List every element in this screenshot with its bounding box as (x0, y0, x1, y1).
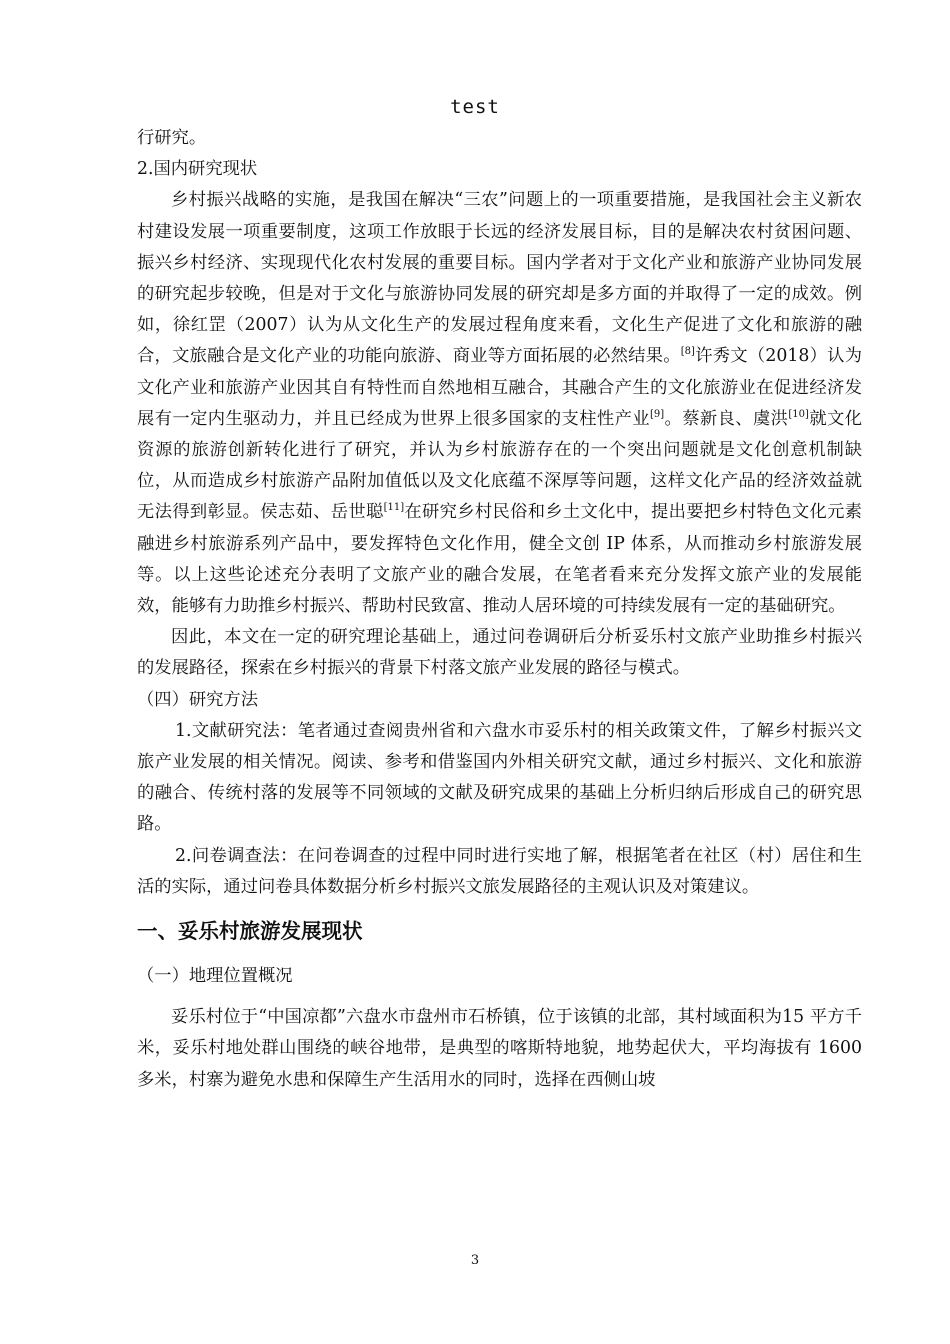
page-body (137, 123, 862, 1096)
paragraph-text: 。蔡新良、虞洪 (664, 408, 789, 429)
paragraph-text: 许秀文（2018）认为文化产业和旅游产业因其自有特性而自然地相互融合，其融合产生的文化旅游业在促进经济发展有一定内生驱动力，并且已经成为世界上很多国家的支柱性产业 (137, 346, 862, 429)
continued-paragraph: 行研究。 (137, 128, 207, 148)
paragraph-therefore: 因此，本文在一定的研究理论基础上，通过问卷调研后分析妥乐村文旅产业助推乡村振兴的发展路径，探索在乡村振兴的背景下村落文旅产业发展的路径与模式。 (137, 627, 862, 679)
subsection-title-geography: （一）地理位置概况 (137, 966, 293, 987)
paragraph-questionnaire-method: 2.问卷调查法：在问卷调查的过程中同时进行实地了解，根据笔者在社区（村）居住和生活的实际，通过问卷具体数据分析乡村振兴文旅发展路径的主观认识及对策建议。 (137, 845, 862, 897)
section-title-domestic-research: 2.国内研究现状 (137, 159, 258, 180)
citation-8: [8] (680, 346, 695, 358)
paragraph-literature-method: 1.文献研究法：笔者通过查阅贵州省和六盘水市妥乐村的相关政策文件，了解乡村振兴文旅产业发展的相关情况。阅读、参考和借鉴国内外相关研究文献，通过乡村振兴、文化和旅游的融合、传统村落的发展等不同领域的文献及研究成果的基础上分析归纳后形成自己的研究思路。 (137, 720, 862, 835)
chapter-title: 一、妥乐村旅游发展现状 (137, 919, 363, 944)
paragraph-domestic-research (137, 185, 862, 622)
citation-10: [10] (788, 409, 809, 421)
paragraph-text: 就文化资源的旅游创新转化进行了研究，并认为乡村旅游存在的一个突出问题就是文化创意机制缺位，从而造成乡村旅游产品附加值低以及文化底蕴不深厚等问题，这样文化产品的经济效益就无法得到彰显。侯志茹、岳世聪 (137, 408, 862, 523)
section-title-research-methods: （四）研究方法 (137, 689, 258, 710)
paragraph-text: 乡村振兴战略的实施，是我国在解决“三农”问题上的一项重要措施，是我国社会主义新农村建设发展一项重要制度，这项工作放眼于长远的经济发展目标，目的是解决农村贫困问题、振兴乡村经济、实现现代化农村发展的重要目标。国内学者对于文化产业和旅游产业协同发展的研究起步较晚，但是对于文化与旅游协同发展的研究却是多方面的并取得了一定的成效。例如，徐红罡（2007）认为从文化生产的发展过程角度来看，文化生产促进了文化和旅游的融合，文旅融合是文化产业的功能向旅游、商业等方面拓展的必然结果。 (137, 190, 862, 367)
paragraph-text: 在研究乡村民俗和乡土文化中，提出要把乡村特色文化元素融进乡村旅游系列产品中，要发挥特色文化作用，健全文创 IP 体系，从而推动乡村旅游发展等。以上这些论述充分表明了文旅产业的融合发展，在笔者看来充分发挥文旅产业的发展能效，能够有力助推乡村振兴、帮助村民致富、推动人居环境的可持续发展有一定的基础研究。 (137, 502, 862, 617)
citation-11: [11] (383, 502, 405, 514)
paragraph-geography: 妥乐村位于“中国凉都”六盘水市盘州市石桥镇，位于该镇的北部，其村域面积为15 平方千米，妥乐村地处群山围绕的峡谷地带，是典型的喀斯特地貌，地势起伏大，平均海拔有 1600 多米，村寨为避免水患和保障生产生活用水的同时，选择在西侧山坡 (137, 1007, 862, 1090)
page-number: 3 (470, 1253, 480, 1268)
citation-9: [9] (649, 409, 665, 421)
page-header-title: test (450, 96, 500, 118)
